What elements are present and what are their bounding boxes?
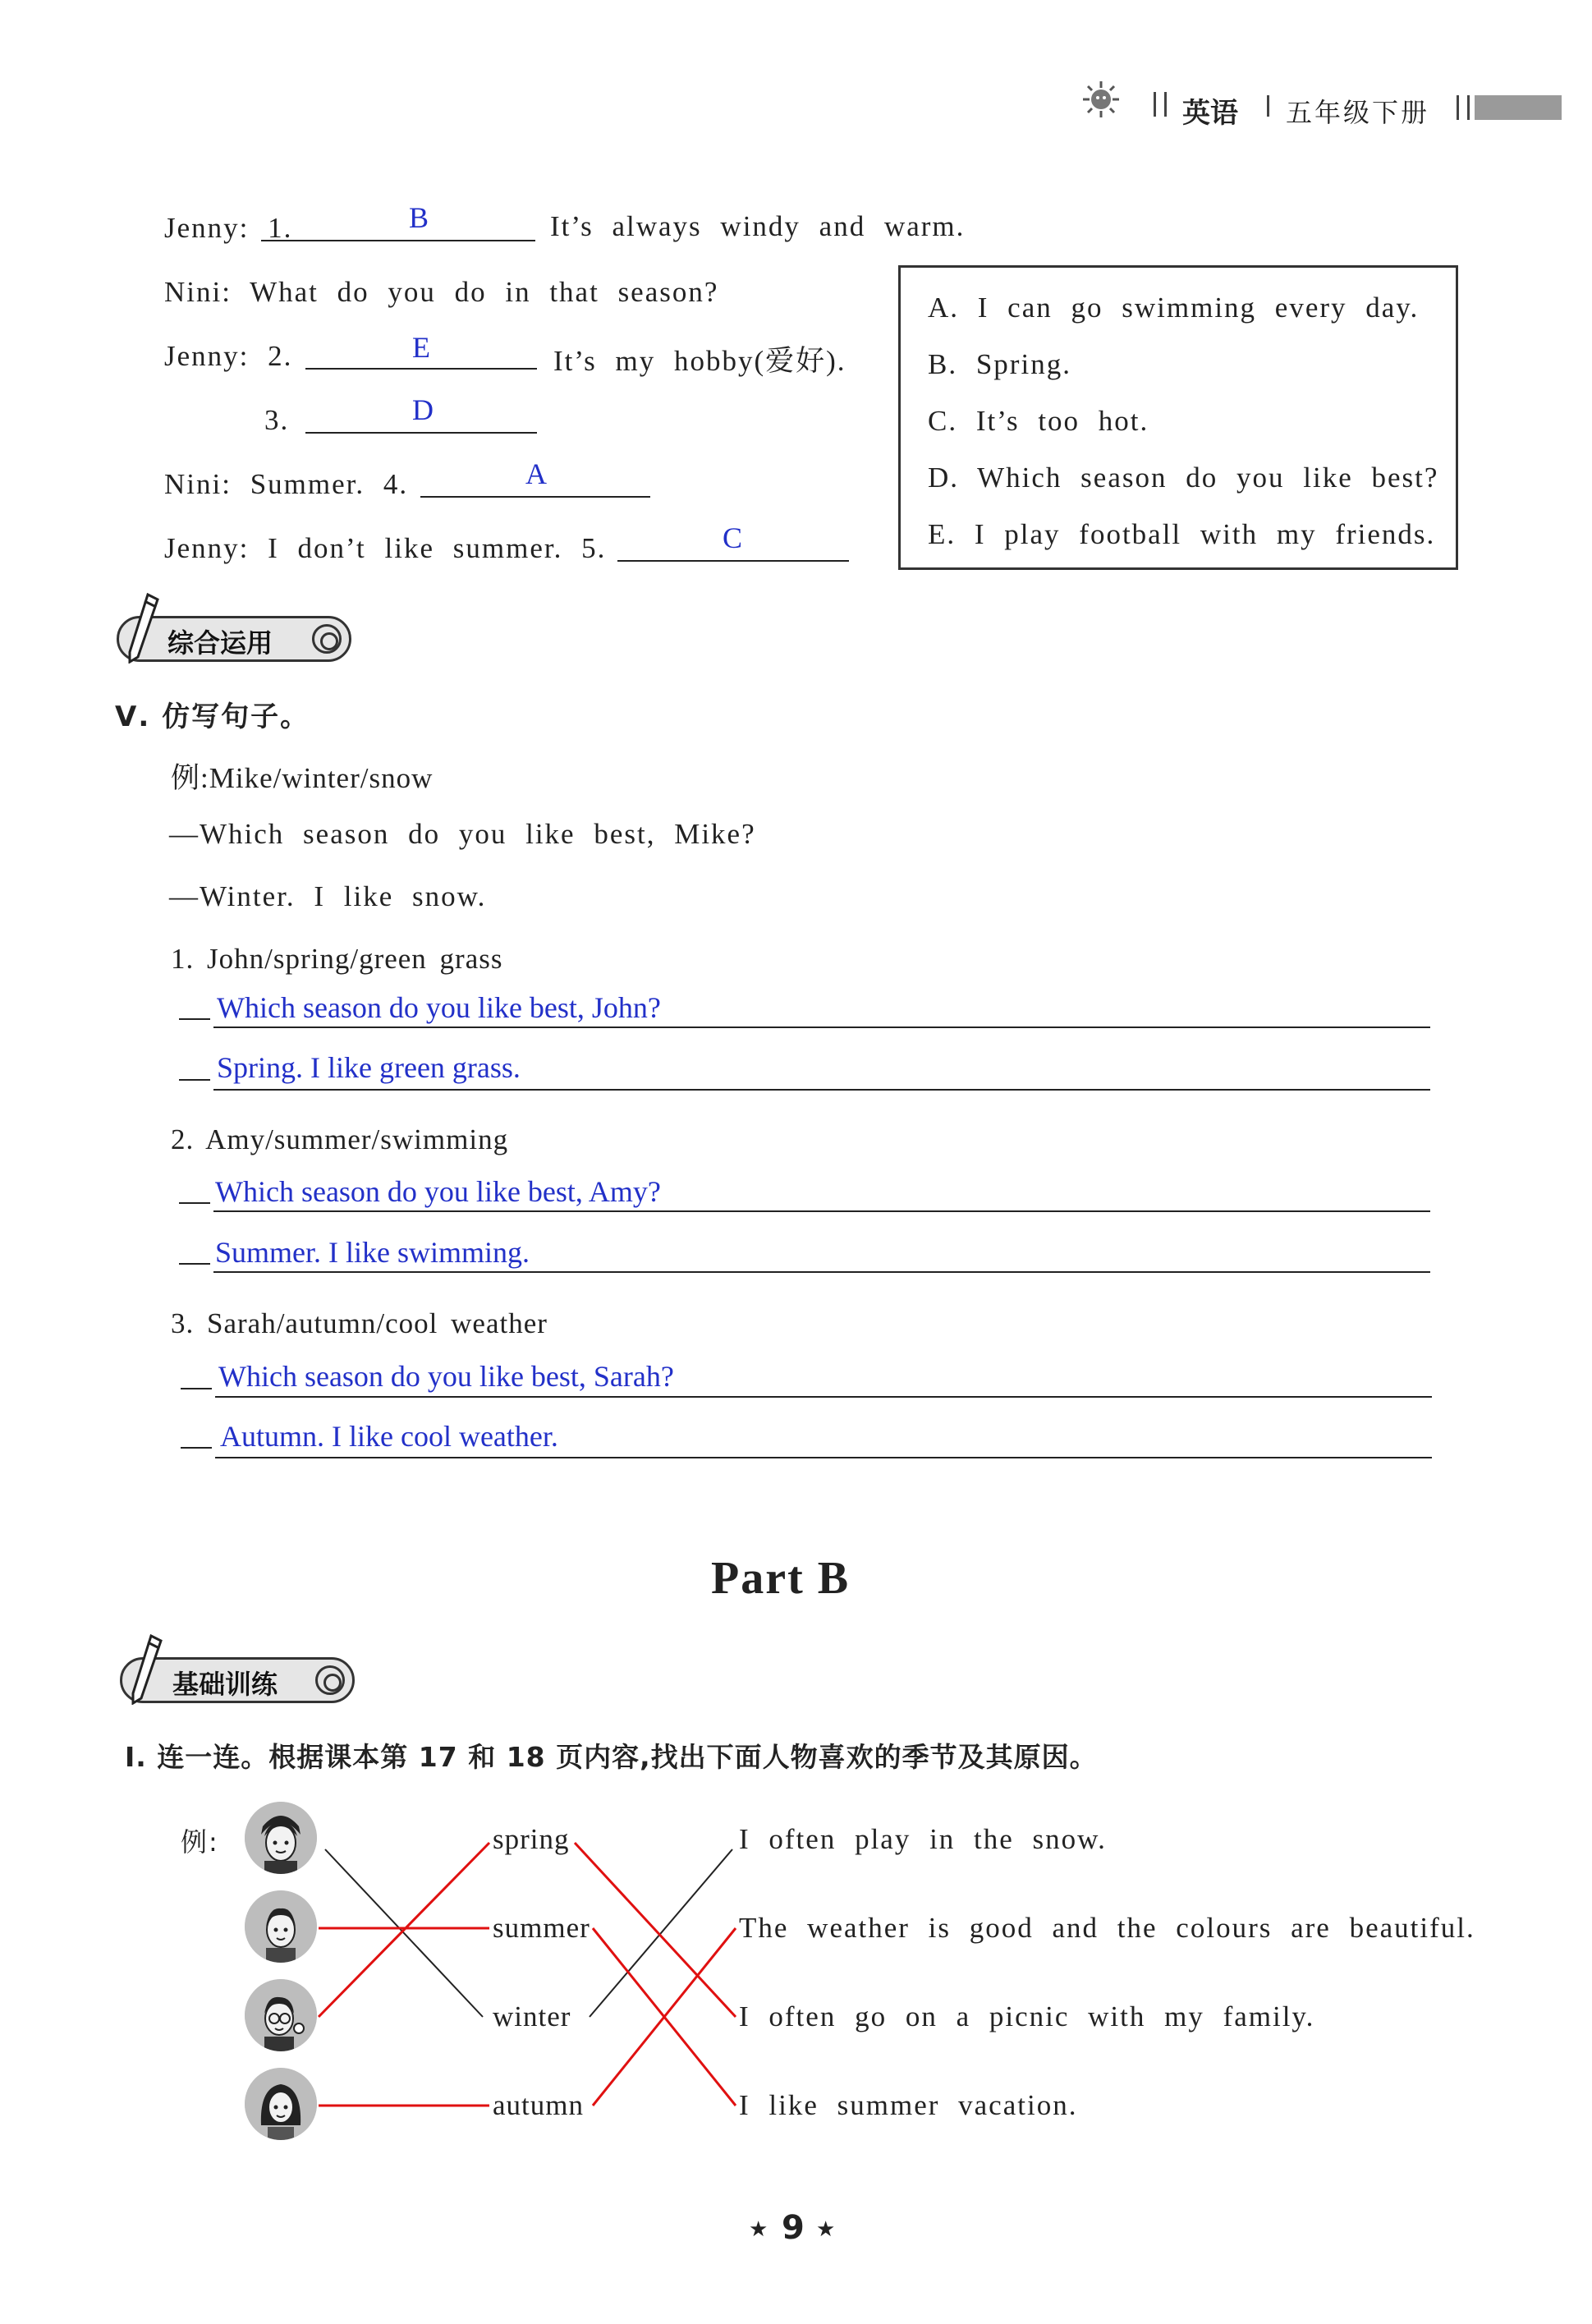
option-b: B. Spring. [928, 348, 1071, 380]
dialogue-line-1-after: It’s always windy and warm. [550, 210, 966, 242]
dialogue-line-5-speaker: Nini: Summer. 4. [164, 468, 409, 500]
exercise5-title: Ⅴ. 仿写句子。 [115, 700, 310, 733]
footer-star-icon: ★ [749, 2217, 768, 2242]
reason-1: I often play in the snow. [739, 1823, 1107, 1855]
part-b-title: Part B [711, 1553, 851, 1604]
dialogue-line-3-speaker: Jenny: 2. [164, 340, 293, 372]
dialogue-answer-5: C [723, 521, 743, 554]
season-spring: spring [493, 1823, 570, 1855]
header-grade: 五年级下册 [1286, 97, 1430, 128]
dialogue-line-3-after: It’s my hobby(爱好). [553, 345, 846, 377]
dialogue-answer-4: A [525, 457, 547, 490]
dialogue-line-6-speaker: Jenny: I don’t like summer. 5. [164, 532, 607, 564]
exercise5-item-1-answer: Spring. I like green grass. [217, 1051, 521, 1084]
dialogue-line-1-speaker: Jenny: 1. [164, 212, 293, 244]
exercise1-example-label: 例: [181, 1826, 219, 1858]
exercise5-item-2-question: Which season do you like best, Amy? [215, 1175, 661, 1208]
footer-star-icon: ★ [816, 2217, 836, 2242]
exercise1-title: Ⅰ. 连一连。根据课本第 17 和 18 页内容,找出下面人物喜欢的季节及其原因。 [125, 1741, 1098, 1773]
reason-3: I often go on a picnic with my family. [739, 2000, 1315, 2032]
exercise5-example-answer: —Winter. I like snow. [169, 880, 487, 912]
header-subject: 英语 [1182, 97, 1238, 130]
reason-4: I like summer vacation. [739, 2089, 1078, 2121]
exercise5-example-label: 例:Mike/winter/snow [171, 762, 434, 794]
exercise5-item-3-answer: Autumn. I like cool weather. [220, 1420, 558, 1453]
dialogue-line-2: Nini: What do you do in that season? [164, 276, 719, 308]
exercise5-item-1-question: Which season do you like best, John? [217, 991, 661, 1024]
season-autumn: autumn [493, 2089, 584, 2121]
reason-2: The weather is good and the colours are beautiful. [739, 1912, 1475, 1944]
season-summer: summer [493, 1912, 590, 1944]
exercise5-item-3-prompt: 3. Sarah/autumn/cool weather [171, 1307, 548, 1339]
dialogue-answer-2: E [412, 331, 430, 364]
option-e: E. I play football with my friends. [928, 518, 1436, 550]
dialogue-line-4-speaker: 3. [264, 404, 290, 436]
section-tag-basic-label: 基础训练 [172, 1669, 278, 1700]
dialogue-answer-1: B [409, 201, 429, 234]
exercise5-item-2-prompt: 2. Amy/summer/swimming [171, 1123, 509, 1155]
dialogue-answer-3: D [412, 393, 434, 426]
section-tag-comprehensive-label: 综合运用 [167, 627, 273, 659]
option-d: D. Which season do you like best? [928, 462, 1439, 494]
page-number: 9 [782, 2209, 805, 2247]
exercise5-example-question: —Which season do you like best, Mike? [169, 818, 756, 850]
exercise5-item-2-answer: Summer. I like swimming. [215, 1236, 530, 1269]
match-line [575, 1843, 736, 2017]
option-c: C. It’s too hot. [928, 405, 1149, 437]
option-a: A. I can go swimming every day. [928, 292, 1420, 324]
exercise5-item-1-prompt: 1. John/spring/green grass [171, 943, 503, 975]
season-winter: winter [493, 2000, 571, 2032]
exercise5-item-3-question: Which season do you like best, Sarah? [218, 1360, 674, 1393]
